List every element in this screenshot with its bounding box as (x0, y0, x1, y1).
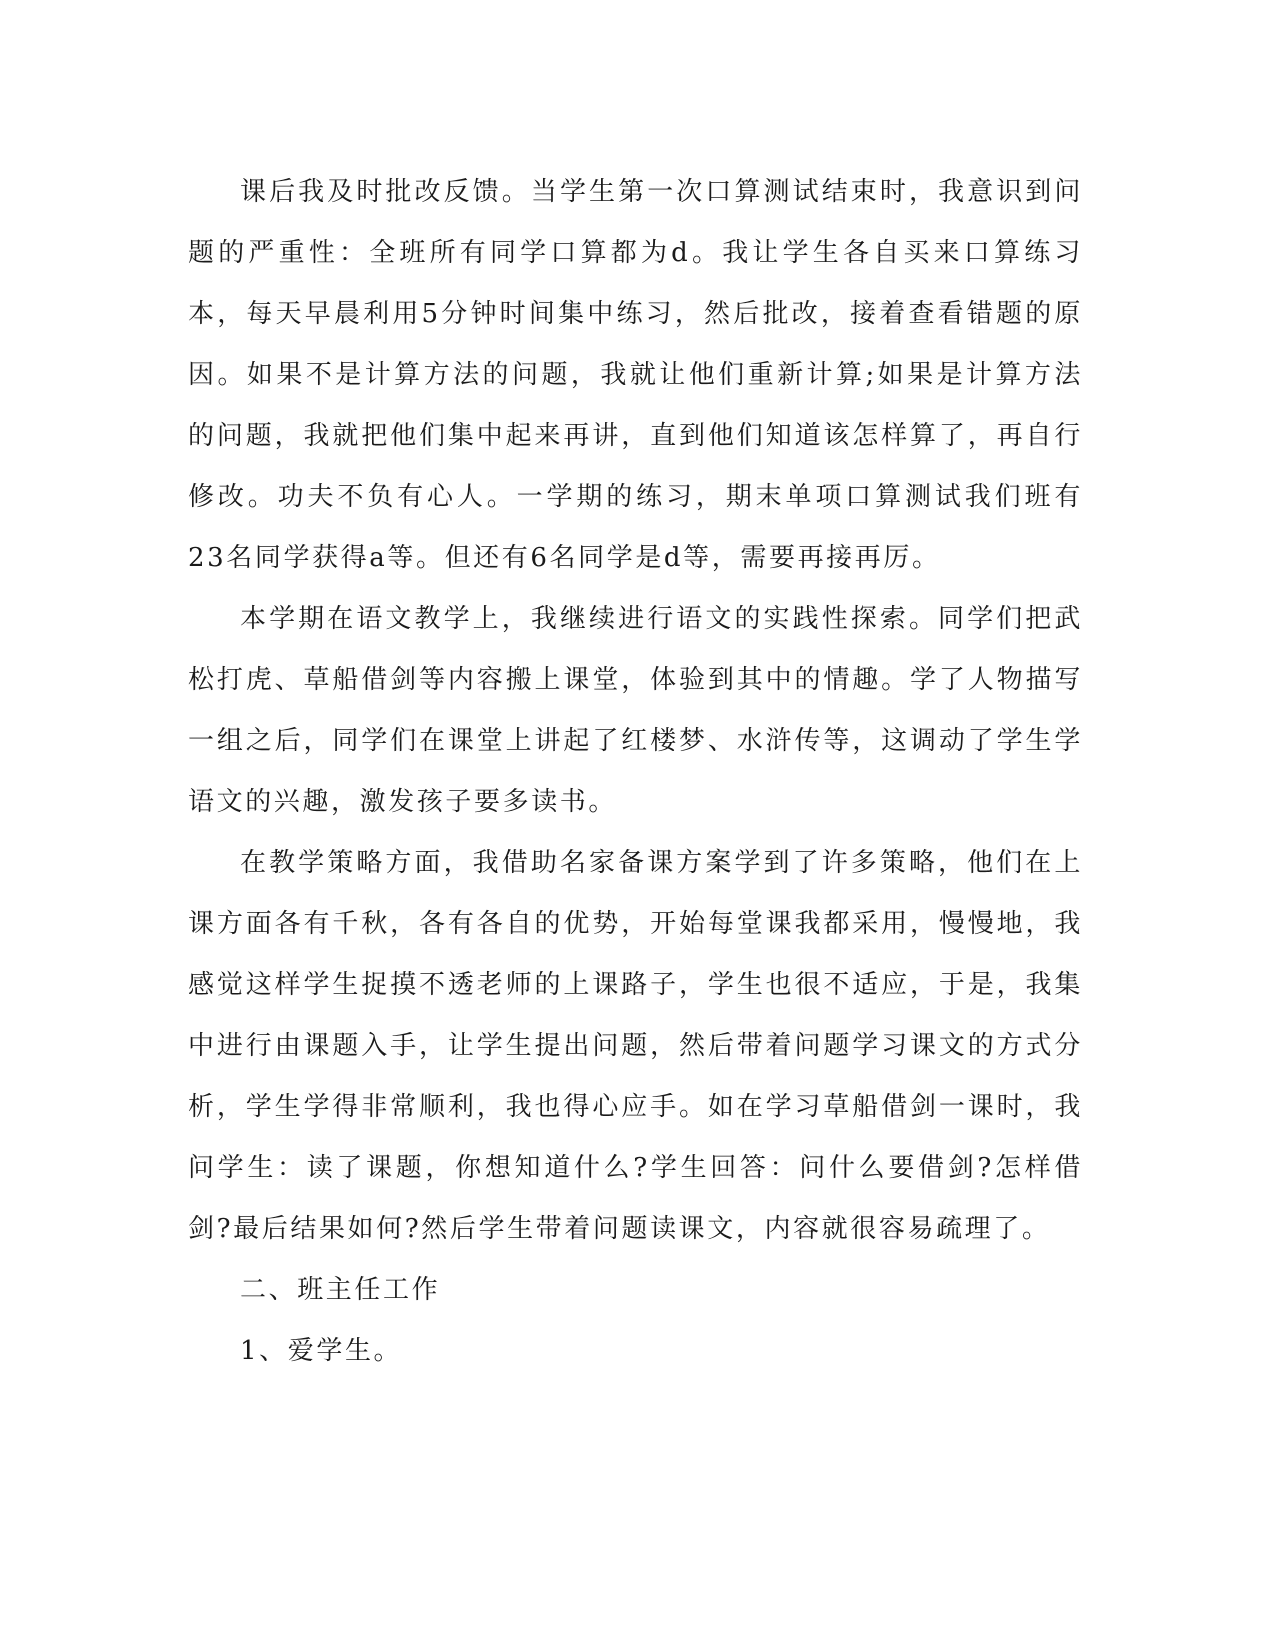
paragraph-teaching-strategy: 在教学策略方面，我借助名家备课方案学到了许多策略，他们在上课方面各有千秋，各有各自的优势，开始每堂课我都采用，慢慢地，我感觉这样学生捉摸不透老师的上课路子，学生也很不适应，于是，我集中进行由课题入手，让学生提出问题，然后带着问题学习课文的方式分析，学生学得非常顺利，我也得心应手。如在学习草船借剑一课时，我问学生：读了课题，你想知道什么?学生回答：问什么要借剑?怎样借剑?最后结果如何?然后学生带着问题读课文，内容就很容易疏理了。 (188, 848, 1083, 1244)
section-heading: 二、班主任工作 (240, 1275, 441, 1305)
document-body (188, 162, 1083, 1382)
paragraph-feedback: 课后我及时批改反馈。当学生第一次口算测试结束时，我意识到问题的严重性：全班所有同学口算都为d。我让学生各自买来口算练习本，每天早晨利用5分钟时间集中练习，然后批改，接着查看错题的原因。如果不是计算方法的问题，我就让他们重新计算;如果是计算方法的问题，我就把他们集中起来再讲，直到他们知道该怎样算了，再自行修改。功夫不负有心人。一学期的练习，期末单项口算测试我们班有23名同学获得a等。但还有6名同学是d等，需要再接再厉。 (188, 177, 1083, 573)
paragraph-chinese-teaching: 本学期在语文教学上，我继续进行语文的实践性探索。同学们把武松打虎、草船借剑等内容搬上课堂，体验到其中的情趣。学了人物描写一组之后，同学们在课堂上讲起了红楼梦、水浒传等，这调动了学生学语文的兴趣，激发孩子要多读书。 (188, 604, 1083, 817)
subsection-heading: 1、爱学生。 (240, 1336, 403, 1366)
